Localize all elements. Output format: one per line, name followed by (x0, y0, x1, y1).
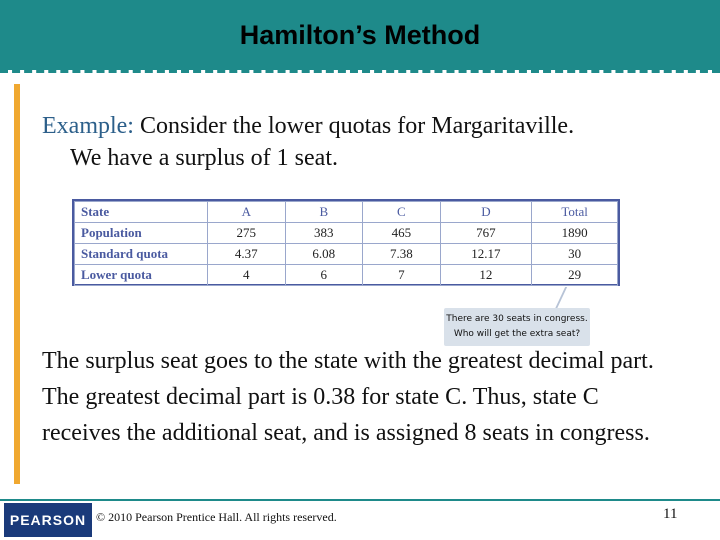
intro-line2: We have a surplus of 1 seat. (70, 145, 338, 171)
table-cell: 6 (285, 265, 363, 286)
callout-pointer (555, 287, 567, 309)
slide-title: Hamilton’s Method (239, 20, 481, 50)
table-cell: 383 (285, 223, 363, 244)
intro-line1: Consider the lower quotas for Margaritaville. (133, 113, 575, 139)
quota-table (74, 201, 618, 286)
callout-line2: Who will get the extra seat? (453, 329, 581, 339)
table-cell: 465 (363, 223, 441, 244)
table-cell: C (363, 202, 441, 223)
table-cell: 12.17 (440, 244, 532, 265)
table-cell: 767 (440, 223, 532, 244)
table-row (75, 223, 618, 244)
table-cell: B (285, 202, 363, 223)
table-cell: Lower quota (75, 265, 208, 286)
table-cell: 7 (363, 265, 441, 286)
table-cell: 29 (532, 265, 618, 286)
table-cell: 6.08 (285, 244, 363, 265)
footer-divider (0, 499, 720, 501)
callout-box (444, 308, 590, 346)
example-label: Example: (42, 113, 134, 139)
left-accent-bar (14, 84, 20, 484)
table-cell: 30 (532, 244, 618, 265)
table-cell: 1890 (532, 223, 618, 244)
table-row (75, 265, 618, 286)
table-cell: State (75, 202, 208, 223)
pearson-logo: PEARSON (4, 503, 92, 537)
copyright-text: © 2010 Pearson Prentice Hall. All rights reserved. (96, 510, 337, 524)
table-cell: 7.38 (363, 244, 441, 265)
page-number: 11 (663, 506, 678, 522)
table-cell: Standard quota (75, 244, 208, 265)
table-cell: 4 (208, 265, 286, 286)
table-cell: 12 (440, 265, 532, 286)
quota-table-container (72, 199, 620, 286)
table-cell: Population (75, 223, 208, 244)
callout-line1: There are 30 seats in congress. (446, 314, 588, 324)
table-cell: 275 (208, 223, 286, 244)
table-cell: Total (532, 202, 618, 223)
table-cell: 4.37 (208, 244, 286, 265)
table-cell: A (208, 202, 286, 223)
table-row (75, 202, 618, 223)
slide-header (0, 0, 720, 70)
header-dashed-divider (0, 69, 720, 73)
table-row (75, 244, 618, 265)
intro-paragraph (42, 110, 574, 174)
table-cell: D (440, 202, 532, 223)
explanation-paragraph: The surplus seat goes to the state with the greatest decimal part. The greatest decimal part is 0.38 for state C. Thus, state C receives the additional seat, and is assigned 8 seats in congress. (42, 348, 654, 446)
